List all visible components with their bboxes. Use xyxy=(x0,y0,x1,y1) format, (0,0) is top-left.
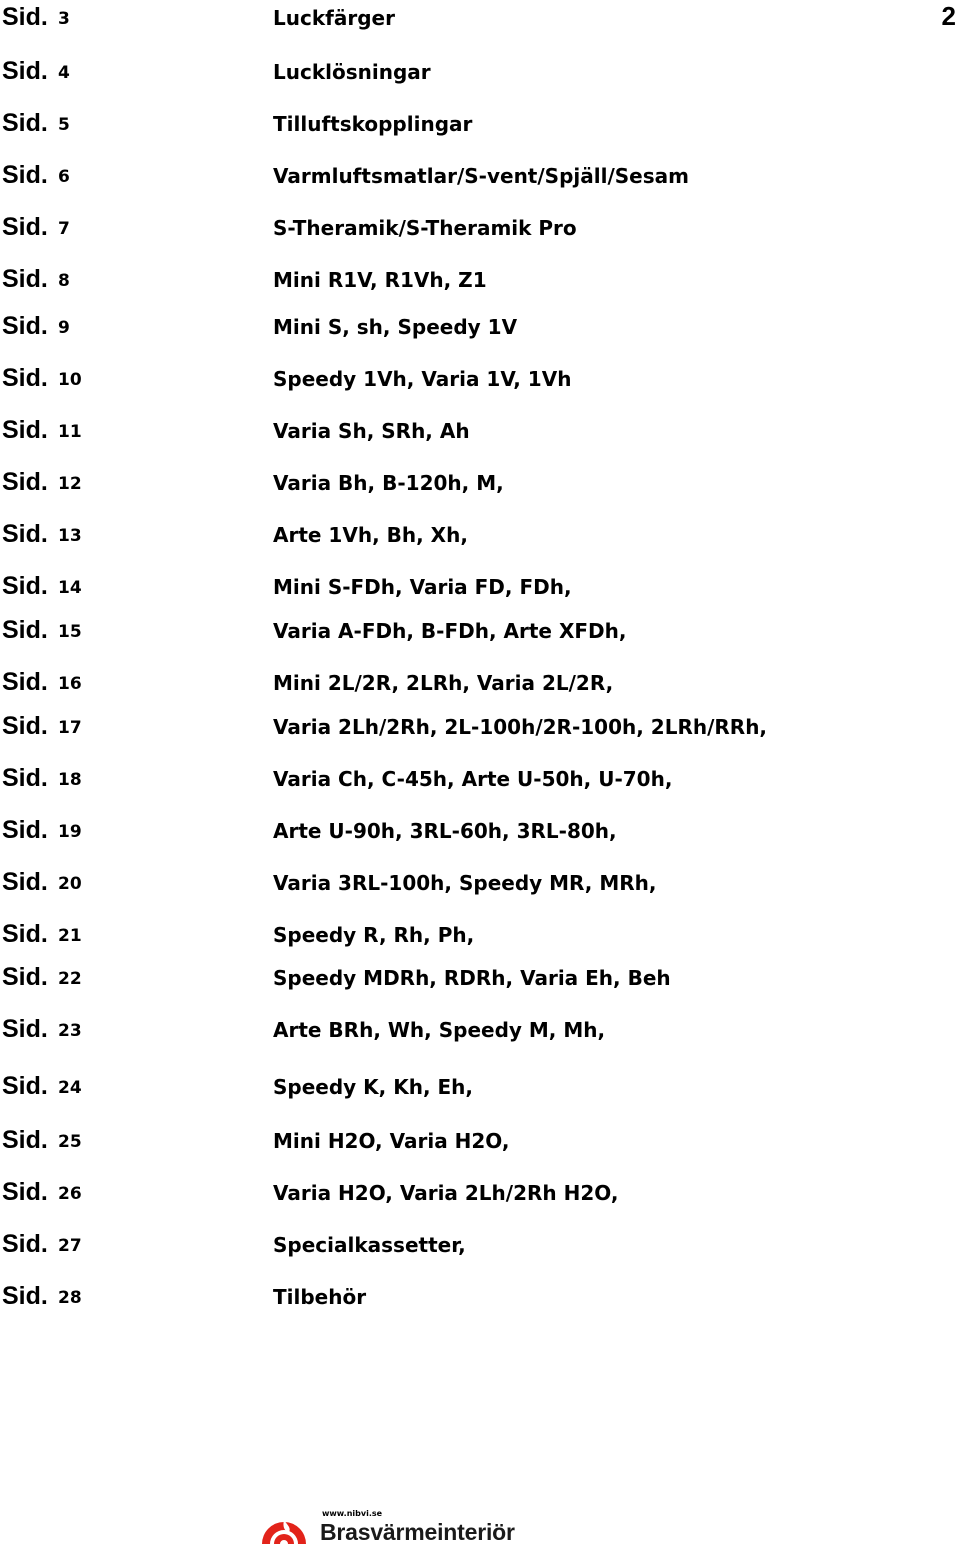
toc-entry-page-number: 8 xyxy=(58,271,70,291)
toc-entry-title: Mini 2L/2R, 2LRh, Varia 2L/2R, xyxy=(273,671,614,695)
toc-entry xyxy=(0,615,900,649)
toc-entry-title: Mini S, sh, Speedy 1V xyxy=(273,315,518,339)
toc-entry-title: Tilbehör xyxy=(273,1285,367,1309)
toc-entry xyxy=(0,1177,900,1211)
toc-entry-title: Arte 1Vh, Bh, Xh, xyxy=(273,523,468,547)
toc-entry-sid-label: Sid. xyxy=(2,920,48,948)
toc-entry-page-number: 24 xyxy=(58,1078,82,1098)
toc-entry-page-number: 18 xyxy=(58,770,82,790)
toc-entry-sid-label: Sid. xyxy=(2,963,48,991)
toc-entry-page-number: 19 xyxy=(58,822,82,842)
toc-entry xyxy=(0,2,900,36)
toc-entry-sid-label: Sid. xyxy=(2,764,48,792)
toc-entry xyxy=(0,815,900,849)
toc-entry-sid-label: Sid. xyxy=(2,312,48,340)
toc-entry xyxy=(0,1281,900,1315)
toc-entry-page-number: 5 xyxy=(58,115,70,135)
toc-entry-page-number: 3 xyxy=(58,9,70,29)
page-number: 2 xyxy=(941,1,956,31)
toc-entry-sid-label: Sid. xyxy=(2,616,48,644)
toc-entry-title: Varia A-FDh, B-FDh, Arte XFDh, xyxy=(273,619,627,643)
toc-entry-title: Mini H2O, Varia H2O, xyxy=(273,1129,510,1153)
footer-url: www.nibvi.se xyxy=(322,1509,383,1518)
toc-entry-sid-label: Sid. xyxy=(2,816,48,844)
toc-entry xyxy=(0,311,900,345)
toc-entry-sid-label: Sid. xyxy=(2,1178,48,1206)
toc-entry-title: Arte BRh, Wh, Speedy M, Mh, xyxy=(273,1018,606,1042)
toc-entry-title: Mini S-FDh, Varia FD, FDh, xyxy=(273,575,572,599)
toc-entry xyxy=(0,711,900,745)
toc-entry-sid-label: Sid. xyxy=(2,1126,48,1154)
toc-entry-sid-label: Sid. xyxy=(2,416,48,444)
toc-entry-page-number: 27 xyxy=(58,1236,82,1256)
footer-logo xyxy=(258,1508,538,1548)
toc-entry-page-number: 23 xyxy=(58,1021,82,1041)
toc-entry-page-number: 7 xyxy=(58,219,70,239)
footer-brand-name: Brasvärmeinteriör xyxy=(320,1519,515,1545)
toc-entry-page-number: 28 xyxy=(58,1288,82,1308)
toc-entry-page-number: 13 xyxy=(58,526,82,546)
toc-entry-page-number: 26 xyxy=(58,1184,82,1204)
toc-entry-page-number: 16 xyxy=(58,674,82,694)
toc-entry-sid-label: Sid. xyxy=(2,520,48,548)
toc-entry-title: Varia 3RL-100h, Speedy MR, MRh, xyxy=(273,871,657,895)
toc-entry xyxy=(0,264,900,298)
toc-entry-title: Tilluftskopplingar xyxy=(273,112,473,136)
toc-entry-sid-label: Sid. xyxy=(2,109,48,137)
toc-entry xyxy=(0,212,900,246)
toc-entry-sid-label: Sid. xyxy=(2,468,48,496)
toc-entry-sid-label: Sid. xyxy=(2,868,48,896)
toc-entry xyxy=(0,571,900,605)
toc-entry-title: Mini R1V, R1Vh, Z1 xyxy=(273,268,487,292)
toc-entry xyxy=(0,962,900,996)
toc-entry xyxy=(0,363,900,397)
toc-entry-page-number: 11 xyxy=(58,422,82,442)
toc-entry-title: Speedy MDRh, RDRh, Varia Eh, Beh xyxy=(273,966,671,990)
brand-logo-icon xyxy=(258,1510,310,1546)
toc-entry-page-number: 22 xyxy=(58,969,82,989)
toc-entry-title: Arte U-90h, 3RL-60h, 3RL-80h, xyxy=(273,819,617,843)
toc-entry-title: Speedy R, Rh, Ph, xyxy=(273,923,475,947)
toc-entry-page-number: 9 xyxy=(58,318,70,338)
toc-entry xyxy=(0,667,900,701)
toc-entry-page-number: 14 xyxy=(58,578,82,598)
toc-entry-page-number: 10 xyxy=(58,370,82,390)
toc-entry xyxy=(0,56,900,90)
toc-entry-sid-label: Sid. xyxy=(2,265,48,293)
toc-entry-page-number: 6 xyxy=(58,167,70,187)
toc-entry xyxy=(0,1071,900,1105)
toc-entry xyxy=(0,108,900,142)
toc-entry-page-number: 15 xyxy=(58,622,82,642)
toc-entry xyxy=(0,919,900,953)
toc-entry xyxy=(0,1014,900,1048)
toc-entry xyxy=(0,467,900,501)
toc-entry-sid-label: Sid. xyxy=(2,57,48,85)
toc-entry-title: Varia Sh, SRh, Ah xyxy=(273,419,470,443)
toc-entry-title: Specialkassetter, xyxy=(273,1233,466,1257)
toc-entry-sid-label: Sid. xyxy=(2,1072,48,1100)
toc-entry-title: Varia 2Lh/2Rh, 2L-100h/2R-100h, 2LRh/RRh, xyxy=(273,715,768,739)
toc-entry-sid-label: Sid. xyxy=(2,668,48,696)
toc-entry xyxy=(0,519,900,553)
toc-entry-sid-label: Sid. xyxy=(2,161,48,189)
toc-entry-title: Speedy K, Kh, Eh, xyxy=(273,1075,474,1099)
toc-entry xyxy=(0,415,900,449)
toc-entry-sid-label: Sid. xyxy=(2,712,48,740)
toc-entry-title: Lucklösningar xyxy=(273,60,431,84)
toc-entry-page-number: 25 xyxy=(58,1132,82,1152)
toc-entry-title: Varia Ch, C-45h, Arte U-50h, U-70h, xyxy=(273,767,673,791)
toc-entry-sid-label: Sid. xyxy=(2,213,48,241)
toc-entry xyxy=(0,867,900,901)
toc-entry-title: S-Theramik/S-Theramik Pro xyxy=(273,216,577,240)
toc-entry xyxy=(0,763,900,797)
toc-entry-title: Luckfärger xyxy=(273,6,395,30)
toc-entry xyxy=(0,160,900,194)
toc-entry-sid-label: Sid. xyxy=(2,572,48,600)
toc-entry-title: Varia H2O, Varia 2Lh/2Rh H2O, xyxy=(273,1181,619,1205)
toc-entry-title: Speedy 1Vh, Varia 1V, 1Vh xyxy=(273,367,572,391)
toc-entry xyxy=(0,1229,900,1263)
toc-entry-page-number: 12 xyxy=(58,474,82,494)
toc-entry-sid-label: Sid. xyxy=(2,1015,48,1043)
toc-entry-sid-label: Sid. xyxy=(2,1282,48,1310)
toc-entry-title: Varmluftsmatlar/S-vent/Spjäll/Sesam xyxy=(273,164,689,188)
toc-entry-page-number: 17 xyxy=(58,718,82,738)
toc-entry-sid-label: Sid. xyxy=(2,364,48,392)
toc-entry xyxy=(0,1125,900,1159)
toc-entry-page-number: 4 xyxy=(58,63,70,83)
toc-entry-sid-label: Sid. xyxy=(2,1230,48,1258)
toc-entry-page-number: 21 xyxy=(58,926,82,946)
toc-entry-sid-label: Sid. xyxy=(2,3,48,31)
toc-entry-title: Varia Bh, B-120h, M, xyxy=(273,471,504,495)
toc-entry-page-number: 20 xyxy=(58,874,82,894)
